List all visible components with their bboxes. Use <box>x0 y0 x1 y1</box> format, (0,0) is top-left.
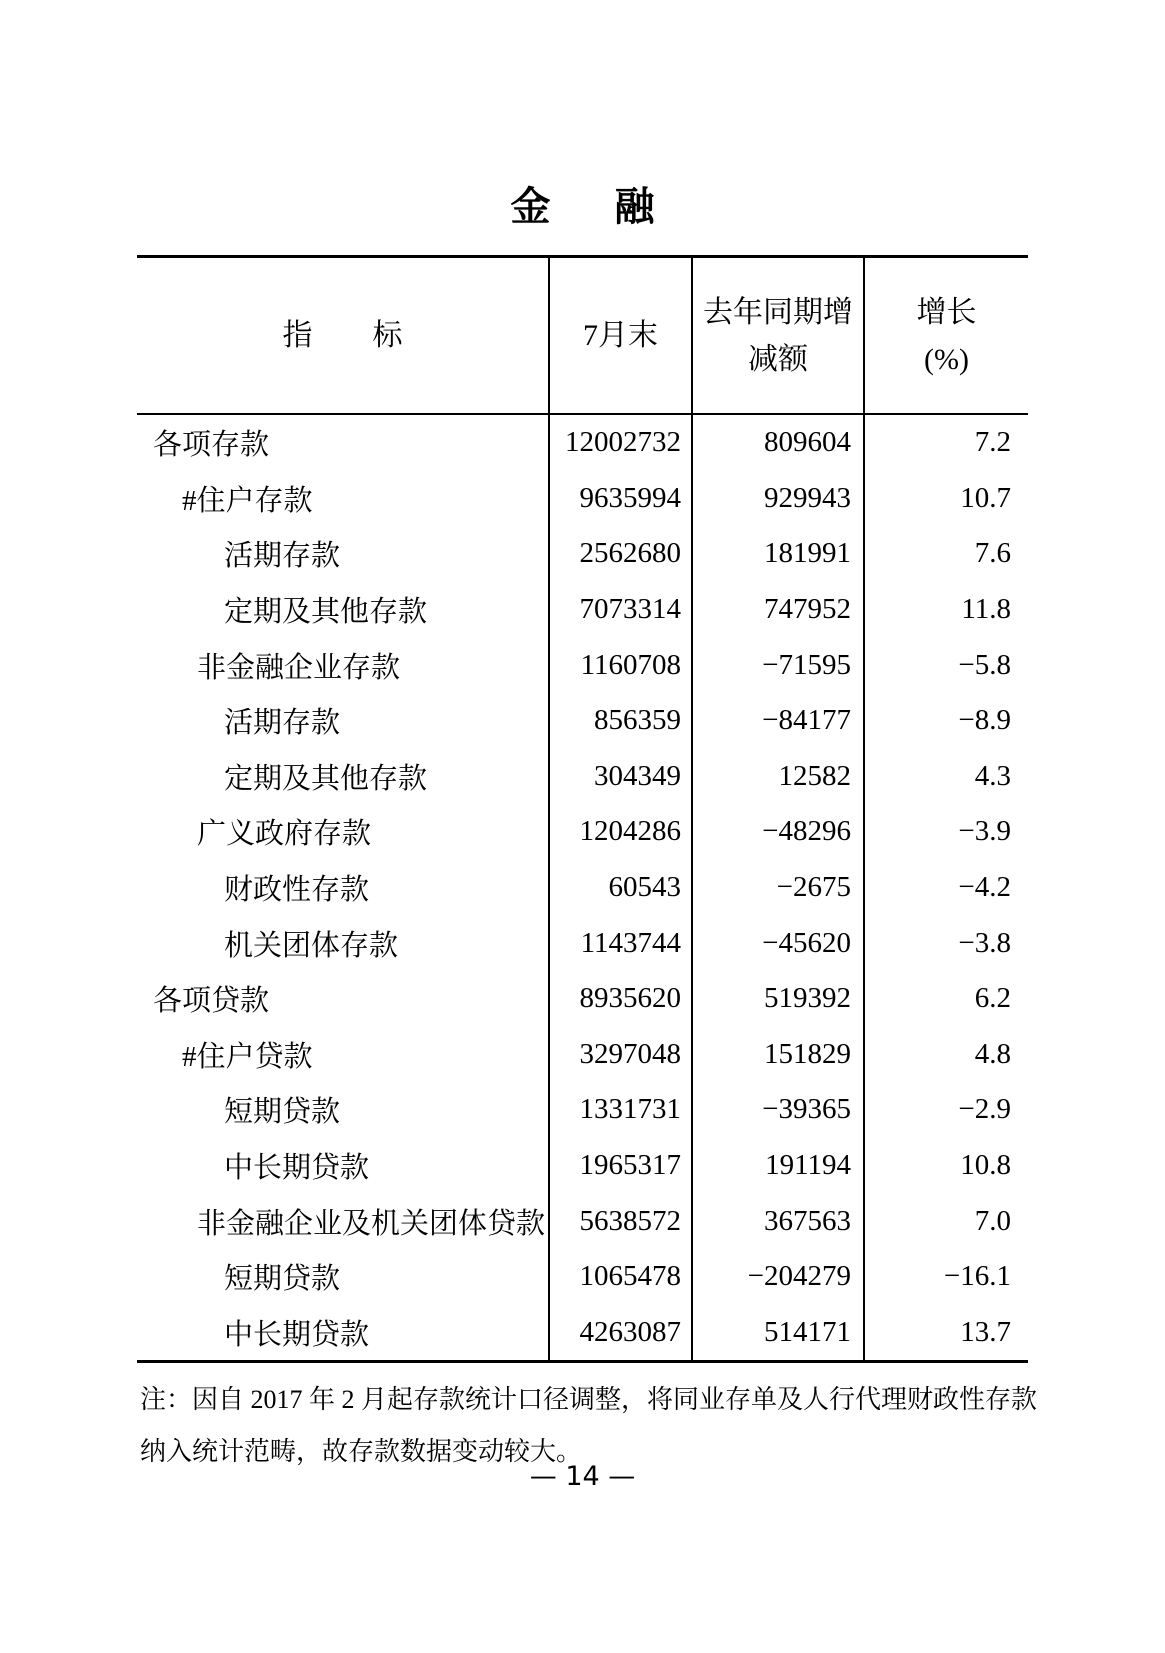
row-label: 非金融企业及机关团体贷款 <box>197 1207 546 1240</box>
change-cell: 747952 <box>691 582 863 638</box>
table-row <box>137 1249 1028 1305</box>
value-cell: 856359 <box>548 693 691 749</box>
row-label: #住户存款 <box>182 484 313 517</box>
value-cell: 1331731 <box>548 1082 691 1138</box>
change-cell: 809604 <box>691 415 863 471</box>
growth-cell: −2.9 <box>863 1082 1028 1138</box>
change-cell: −84177 <box>691 693 863 749</box>
table-row <box>137 637 1028 693</box>
growth-cell: −5.8 <box>863 637 1028 693</box>
growth-cell: −16.1 <box>863 1249 1028 1305</box>
row-label: 财政性存款 <box>224 874 370 907</box>
table-row <box>137 1082 1028 1138</box>
row-label: 活期存款 <box>224 540 341 573</box>
change-cell: 191194 <box>691 1138 863 1194</box>
growth-cell: 4.8 <box>863 1027 1028 1083</box>
row-label: 定期及其他存款 <box>224 596 428 629</box>
change-cell: 519392 <box>691 971 863 1027</box>
change-cell: 514171 <box>691 1305 863 1361</box>
value-cell: 12002732 <box>548 415 691 471</box>
table-row <box>137 1305 1028 1361</box>
growth-cell: −8.9 <box>863 693 1028 749</box>
value-cell: 7073314 <box>548 582 691 638</box>
col-header-indicator-label: 指标 <box>282 319 463 352</box>
growth-cell: 11.8 <box>863 582 1028 638</box>
table-row <box>137 971 1028 1027</box>
row-label: 活期存款 <box>224 707 341 740</box>
footnote-line2: 纳入统计范畴，故存款数据变动较大。 <box>140 1437 583 1466</box>
table-row <box>137 804 1028 860</box>
table-body <box>137 415 1028 1360</box>
value-cell: 1965317 <box>548 1138 691 1194</box>
growth-cell: −3.8 <box>863 915 1028 971</box>
growth-cell: 13.7 <box>863 1305 1028 1361</box>
row-label: 短期贷款 <box>224 1096 341 1129</box>
row-label: 各项贷款 <box>153 985 270 1018</box>
value-cell: 9635994 <box>548 471 691 527</box>
value-cell: 3297048 <box>548 1027 691 1083</box>
row-label: 中长期贷款 <box>224 1152 370 1185</box>
change-cell: 12582 <box>691 749 863 805</box>
growth-cell: 4.3 <box>863 749 1028 805</box>
table-row <box>137 526 1028 582</box>
growth-cell: 10.7 <box>863 471 1028 527</box>
col-header-yoy-line1: 去年同期增 <box>703 295 853 329</box>
table-row <box>137 860 1028 916</box>
row-label: 机关团体存款 <box>224 929 399 962</box>
col-header-growth <box>863 258 1028 413</box>
table-row <box>137 1193 1028 1249</box>
col-header-indicator <box>137 258 548 413</box>
row-label: 中长期贷款 <box>224 1318 370 1351</box>
value-cell: 60543 <box>548 860 691 916</box>
change-cell: 367563 <box>691 1193 863 1249</box>
value-cell: 4263087 <box>548 1305 691 1361</box>
col-header-period <box>548 258 691 413</box>
change-cell: −48296 <box>691 804 863 860</box>
row-label: 广义政府存款 <box>197 818 372 851</box>
change-cell: −204279 <box>691 1249 863 1305</box>
page-title: 金融 <box>510 185 719 229</box>
growth-cell: −4.2 <box>863 860 1028 916</box>
growth-cell: 7.0 <box>863 1193 1028 1249</box>
value-cell: 304349 <box>548 749 691 805</box>
growth-cell: −3.9 <box>863 804 1028 860</box>
col-header-period-label: 7月末 <box>583 319 658 352</box>
change-cell: −71595 <box>691 637 863 693</box>
change-cell: −39365 <box>691 1082 863 1138</box>
change-cell: 929943 <box>691 471 863 527</box>
table-row <box>137 582 1028 638</box>
table-header-row <box>137 258 1028 415</box>
table-row <box>137 1027 1028 1083</box>
value-cell: 1160708 <box>548 637 691 693</box>
growth-cell: 10.8 <box>863 1138 1028 1194</box>
page-number: — 14 — <box>529 1461 636 1492</box>
table-row <box>137 1138 1028 1194</box>
value-cell: 1143744 <box>548 915 691 971</box>
value-cell: 8935620 <box>548 971 691 1027</box>
row-label: 短期贷款 <box>224 1263 341 1296</box>
value-cell: 5638572 <box>548 1193 691 1249</box>
change-cell: 181991 <box>691 526 863 582</box>
row-label: 各项存款 <box>153 429 270 462</box>
col-header-yoy-line2: 减额 <box>748 342 808 376</box>
change-cell: −45620 <box>691 915 863 971</box>
growth-cell: 7.2 <box>863 415 1028 471</box>
table-row <box>137 915 1028 971</box>
growth-cell: 6.2 <box>863 971 1028 1027</box>
row-label: #住户贷款 <box>182 1040 313 1073</box>
row-label: 定期及其他存款 <box>224 762 428 795</box>
table-row <box>137 471 1028 527</box>
growth-cell: 7.6 <box>863 526 1028 582</box>
row-label: 非金融企业存款 <box>197 651 401 684</box>
finance-table <box>137 255 1028 1363</box>
col-header-growth-line1: 增长 <box>916 295 977 329</box>
change-cell: 151829 <box>691 1027 863 1083</box>
footnote-line1: 注：因自 2017 年 2 月起存款统计口径调整，将同业存单及人行代理财政性存款 <box>140 1385 1038 1414</box>
table-row <box>137 693 1028 749</box>
table-row <box>137 415 1028 471</box>
table-row <box>137 749 1028 805</box>
col-header-yoy-change <box>691 258 863 413</box>
value-cell: 1204286 <box>548 804 691 860</box>
value-cell: 1065478 <box>548 1249 691 1305</box>
change-cell: −2675 <box>691 860 863 916</box>
value-cell: 2562680 <box>548 526 691 582</box>
col-header-growth-line2: (%) <box>924 342 969 376</box>
